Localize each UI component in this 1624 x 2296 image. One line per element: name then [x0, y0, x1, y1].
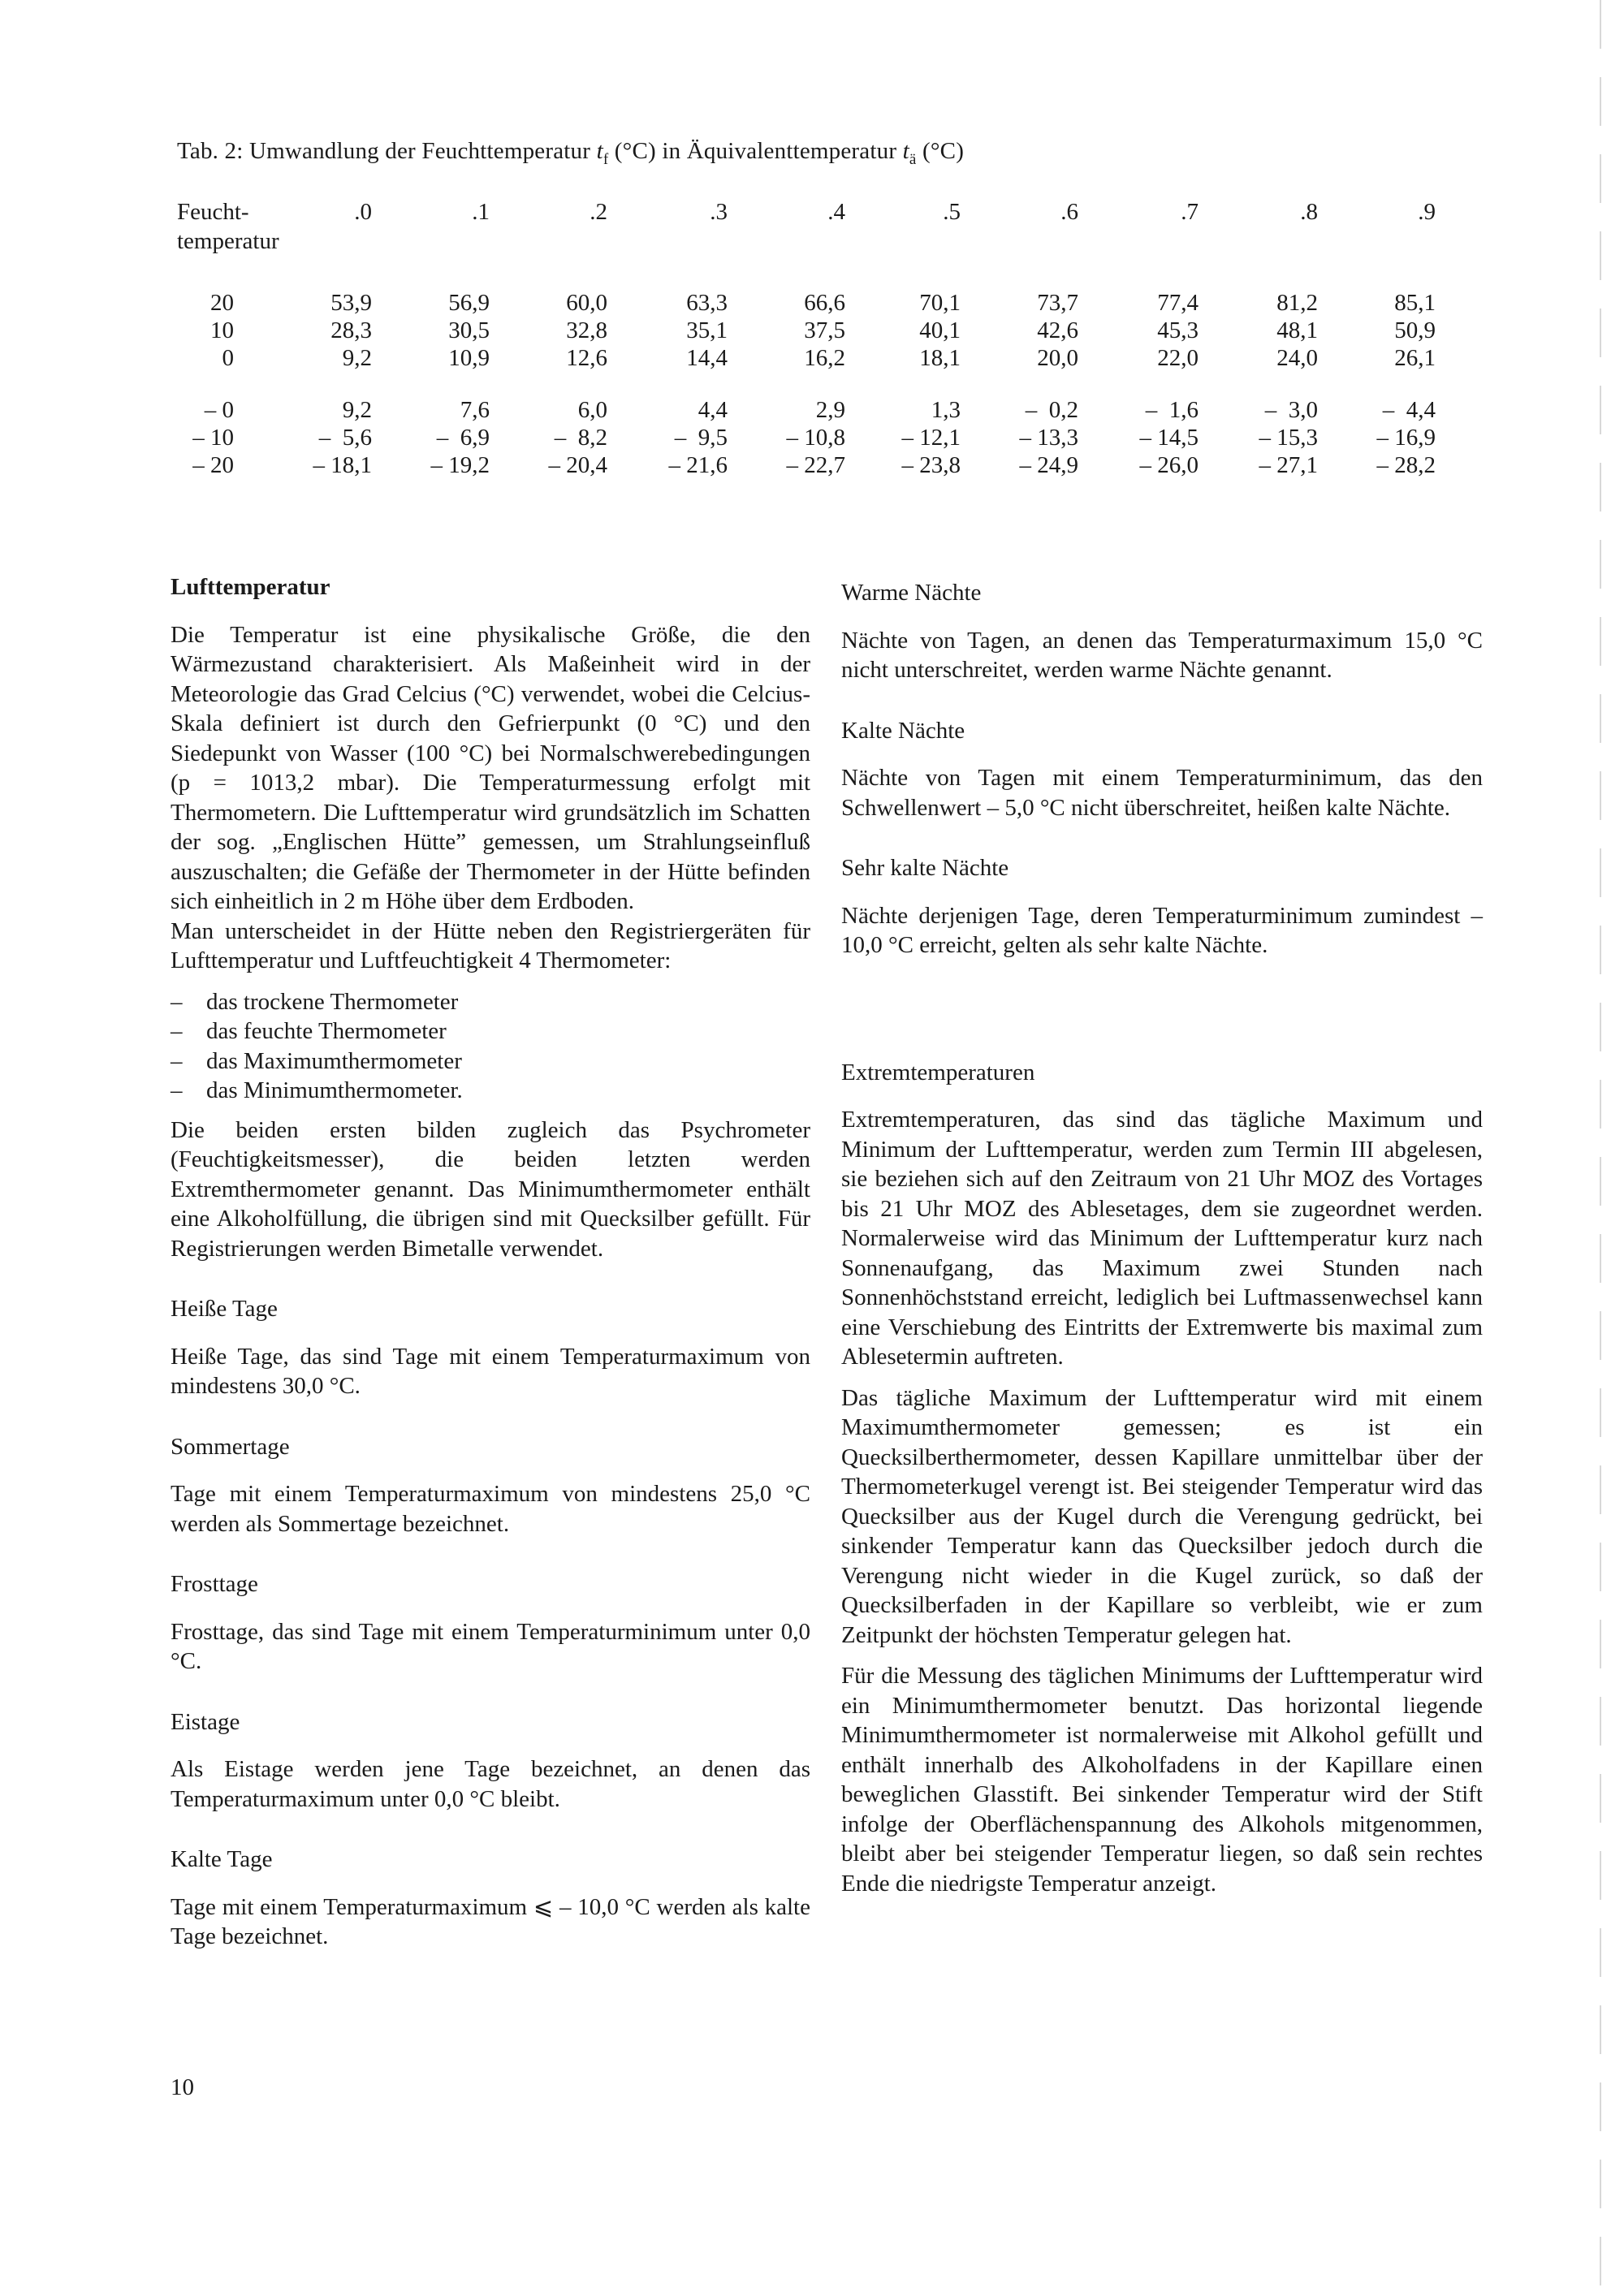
list-item: – das Maximumthermometer	[171, 1047, 462, 1074]
list-item: – das feuchte Thermometer	[171, 1018, 447, 1044]
subheading-sehr-kalte-naechte: Sehr kalte Nächte	[841, 855, 1009, 881]
intro-paragraph-2: Man unterscheidet in der Hütte neben den Registriergeräten für Lufttemperatur und Luftfeuchtigkeit 4 Thermometer:	[171, 917, 810, 973]
table-cell: – 1,6	[1145, 397, 1199, 423]
table-cell: 6,0	[577, 397, 607, 423]
table-cell: – 8,2	[554, 425, 607, 451]
table-cell: 32,8	[566, 317, 607, 343]
table-cell: – 5,6	[318, 425, 372, 451]
table-cell: – 9,5	[674, 425, 728, 451]
left-column	[171, 572, 810, 1963]
header-label: temperatur	[177, 228, 279, 254]
column-header: .1	[472, 199, 490, 225]
table-row	[177, 425, 1468, 452]
table-cell: – 13,3	[1019, 425, 1078, 451]
paragraph-kalte-naechte: Nächte von Tagen mit einem Temperaturminimum, das den Schwellenwert – 5,0 °C nicht überschreitet, heißen kalte Nächte.	[841, 765, 1483, 821]
table-cell: – 4,4	[1382, 397, 1436, 423]
psychrometer-paragraph: Die beiden ersten bilden zugleich das Psychrometer (Feuchtigkeitsmesser), die beiden letzten werden Extremthermometer genannt. Das Minimumthermometer enthält eine Alkoholfüllung, die übrigen sind mit Quecksilber gefüllt. Für Registrierungen werden Bimetalle verwendet.	[171, 1116, 810, 1262]
table-cell: – 18,1	[313, 452, 372, 478]
subheading-extremtemperaturen: Extremtemperaturen	[841, 1059, 1035, 1085]
column-header: .9	[1418, 199, 1436, 225]
row-label: 20	[210, 290, 234, 316]
thermometer-list	[171, 987, 810, 1106]
row-label: 10	[210, 317, 234, 343]
table-header-row	[177, 199, 1468, 254]
table-cell: 1,3	[931, 397, 961, 423]
column-header: .7	[1181, 199, 1199, 225]
row-label: 0	[222, 345, 234, 371]
table-cell: 35,1	[686, 317, 728, 343]
subheading-warme-naechte: Warme Nächte	[841, 580, 982, 606]
column-header: .3	[710, 199, 728, 225]
table-cell: 7,6	[460, 397, 490, 423]
subheading-kalte-tage: Kalte Tage	[171, 1846, 273, 1872]
table-cell: 77,4	[1157, 290, 1199, 316]
column-header: .0	[354, 199, 372, 225]
table-cell: – 26,0	[1139, 452, 1199, 478]
table-row	[177, 452, 1468, 480]
list-item: – das trockene Thermometer	[171, 988, 459, 1015]
table-cell: 12,6	[566, 345, 607, 371]
table-cell: – 24,9	[1019, 452, 1078, 478]
column-header: .2	[590, 199, 607, 225]
table-cell: 63,3	[686, 290, 728, 316]
table-cell: 73,7	[1037, 290, 1078, 316]
table-cell: – 15,3	[1259, 425, 1318, 451]
table-cell: – 21,6	[668, 452, 728, 478]
paragraph-extremtemperaturen-1: Extremtemperaturen, das sind das tägliche Maximum und Minimum der Lufttemperatur, werden zum Termin III abgelesen, sie beziehen sich auf den Zeitraum von 21 Uhr MOZ des Vortages bis 21 Uhr MOZ des Ablesetages, dem sie zugeordnet werden. Normalerweise wird das Minimum der Lufttemperatur kurz nach Sonnenaufgang, das Maximum zwei Stunden nach Sonnenhöchststand erreicht, lediglich bei Luftmassenwechsel kann eine Verschiebung des Eintritts der Extremwerte bis maximal zum Ablesetermin auftreten.	[841, 1107, 1483, 1370]
table-cell: 48,1	[1276, 317, 1318, 343]
header-label: Feucht-	[177, 199, 249, 225]
table-cell: 26,1	[1394, 345, 1436, 371]
table-cell: 9,2	[342, 397, 372, 423]
table-cell: 2,9	[815, 397, 845, 423]
paragraph-sommertage: Tage mit einem Temperaturmaximum von mindestens 25,0 °C werden als Sommertage bezeichnet.	[171, 1481, 810, 1537]
scan-edge-artifact	[1600, 0, 1601, 2296]
paragraph-extremtemperaturen-2: Das tägliche Maximum der Lufttemperatur wird mit einem Maximumthermometer gemessen; es ist ein Quecksilberthermometer, dessen Kapillare unmittelbar über der Thermometerkugel verengt ist. Bei steigender Temperatur wird das Quecksilber aus der Kugel durch die Verengung gedrückt, bei sinkender Temperatur kann das Quecksilber jedoch durch die Verengung nicht wieder in die Kugel zurück, so daß der Quecksilberfaden in der Kapillare so verbleibt, wie er zum Zeitpunkt der höchsten Temperatur gelegen hat.	[841, 1384, 1483, 1648]
table-cell: – 12,1	[901, 425, 961, 451]
table-cell: 50,9	[1394, 317, 1436, 343]
spacer	[841, 972, 1483, 1058]
subheading-sommertage: Sommertage	[171, 1433, 290, 1460]
table-cell: – 19,2	[430, 452, 490, 478]
page-number: 10	[171, 2074, 194, 2100]
paragraph-extremtemperaturen-3: Für die Messung des täglichen Minimums der Lufttemperatur wird ein Minimumthermometer benutzt. Das horizontal liegende Minimumthermometer ist normalerweise mit Alkohol gefüllt und enthält innerhalb des Alkoholfadens in der Kapillare einen beweglichen Glasstift. Bei sinkender Temperatur wird der Stift infolge der Oberflächenspannung des Alkohols mitgenommen, bleibt aber bei steigender Temperatur liegen, so daß sein rechtes Ende die niedrigste Temperatur anzeigt.	[841, 1663, 1483, 1897]
paragraph-heisse-tage: Heiße Tage, das sind Tage mit einem Temperaturmaximum von mindestens 30,0 °C.	[171, 1343, 810, 1399]
table-cell: 60,0	[566, 290, 607, 316]
row-label: – 10	[192, 425, 234, 451]
table-cell: – 3,0	[1264, 397, 1318, 423]
table-cell: – 22,7	[786, 452, 845, 478]
table-cell: – 20,4	[548, 452, 607, 478]
table-cell: 10,9	[448, 345, 490, 371]
paragraph-kalte-tage: Tage mit einem Temperaturmaximum ⩽ – 10,0 °C werden als kalte Tage bezeichnet.	[171, 1893, 810, 1949]
column-header: .8	[1300, 199, 1318, 225]
column-header: .5	[943, 199, 961, 225]
table-cell: 28,3	[330, 317, 372, 343]
table-cell: 70,1	[919, 290, 961, 316]
table-cell: 56,9	[448, 290, 490, 316]
paragraph-eistage: Als Eistage werden jene Tage bezeichnet, an denen das Temperaturmaximum unter 0,0 °C bleibt.	[171, 1756, 810, 1812]
section-heading-lufttemperatur: Lufttemperatur	[171, 574, 330, 600]
table-cell: 20,0	[1037, 345, 1078, 371]
table-cell: – 16,9	[1376, 425, 1436, 451]
table-cell: 42,6	[1037, 317, 1078, 343]
table-cell: 85,1	[1394, 290, 1436, 316]
table-cell: 22,0	[1157, 345, 1199, 371]
list-item: – das Minimumthermometer.	[171, 1077, 463, 1103]
column-header: .4	[827, 199, 845, 225]
subheading-heisse-tage: Heiße Tage	[171, 1296, 278, 1322]
table-cell: – 27,1	[1259, 452, 1318, 478]
conversion-table	[177, 199, 1468, 480]
column-header: .6	[1060, 199, 1078, 225]
table-cell: 24,0	[1276, 345, 1318, 371]
table-row	[177, 397, 1468, 425]
table-row	[177, 317, 1468, 345]
table-cell: 9,2	[342, 345, 372, 371]
table-cell: – 23,8	[901, 452, 961, 478]
table-cell: 40,1	[919, 317, 961, 343]
table-cell: – 28,2	[1376, 452, 1436, 478]
table-cell: 53,9	[330, 290, 372, 316]
table-cell: 16,2	[804, 345, 845, 371]
row-label: – 20	[192, 452, 234, 478]
table-cell: – 14,5	[1139, 425, 1199, 451]
subheading-eistage: Eistage	[171, 1708, 240, 1735]
paragraph-warme-naechte: Nächte von Tagen, an denen das Temperaturmaximum 15,0 °C nicht unterschreitet, werden warme Nächte genannt.	[841, 627, 1483, 683]
subheading-frosttage: Frosttage	[171, 1571, 258, 1597]
subheading-kalte-naechte: Kalte Nächte	[841, 717, 965, 744]
table-caption: Tab. 2: Umwandlung der Feuchttemperatur $t_f$ (°C) in Äquivalenttemperatur $t_ä$ (°C)	[177, 138, 965, 168]
row-label: – 0	[204, 397, 234, 423]
table-cell: 30,5	[448, 317, 490, 343]
table-cell: – 6,9	[436, 425, 490, 451]
table-row	[177, 345, 1468, 373]
table-cell: 66,6	[804, 290, 845, 316]
table-cell: – 0,2	[1025, 397, 1078, 423]
table-cell: – 10,8	[786, 425, 845, 451]
table-cell: 45,3	[1157, 317, 1199, 343]
table-row	[177, 290, 1468, 317]
table-cell: 4,4	[698, 397, 728, 423]
table-cell: 18,1	[919, 345, 961, 371]
paragraph-frosttage: Frosttage, das sind Tage mit einem Temperaturminimum unter 0,0 °C.	[171, 1618, 810, 1674]
paragraph-sehr-kalte-naechte: Nächte derjenigen Tage, deren Temperaturminimum zumindest – 10,0 °C erreicht, gelten als sehr kalte Nächte.	[841, 902, 1483, 958]
table-cell: 37,5	[804, 317, 845, 343]
table-cell: 14,4	[686, 345, 728, 371]
right-column	[841, 578, 1483, 1910]
table-cell: 81,2	[1276, 290, 1318, 316]
intro-paragraph: Die Temperatur ist eine physikalische Größe, die den Wärmezustand charakterisiert. Als Maßeinheit wird in der Meteorologie das Grad Celcius (°C) verwendet, wobei die Celcius-Skala definiert ist durch den Gefrierpunkt (0 °C) und den Siedepunkt von Wasser (100 °C) bei Normalschwerebedingungen (p = 1013,2 mbar). Die Temperaturmessung erfolgt mit Thermometern. Die Lufttemperatur wird grundsätzlich im Schatten der sog. „Englischen Hütte” gemessen, um Strahlungseinfluß auszuschalten; die Gefäße der Thermometer in der Hütte befinden sich einheitlich in 2 m Höhe über dem Erdboden.	[171, 621, 810, 914]
